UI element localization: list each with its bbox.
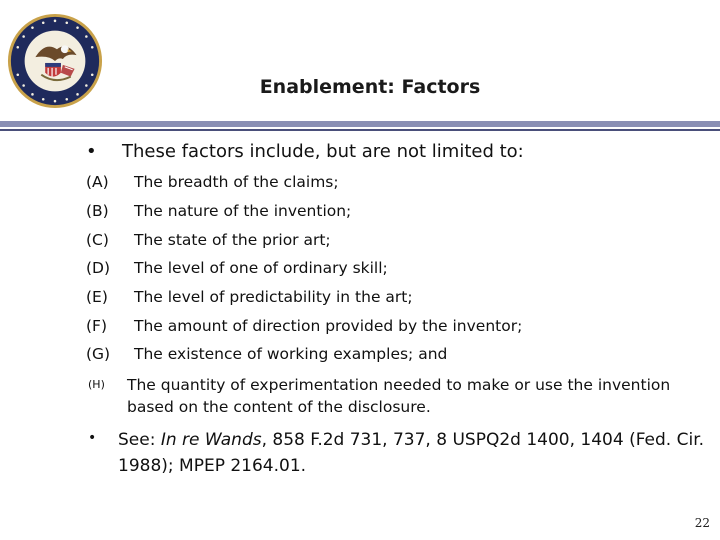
- intro-text: These factors include, but are not limited to:: [122, 141, 524, 162]
- factor-text: The quantity of experimentation needed to make or use the invention based on the content of the disclosure.: [127, 376, 671, 416]
- factor-text: The breadth of the claims;: [134, 173, 339, 191]
- uspto-seal-logo: [6, 12, 104, 110]
- factor-text: The amount of direction provided by the inventor;: [134, 317, 523, 335]
- factor-label: (A): [86, 173, 109, 191]
- factor-label: (C): [86, 231, 109, 249]
- factor-item: [86, 173, 339, 191]
- factor-label: (B): [86, 202, 109, 220]
- factor-text: The nature of the invention;: [134, 202, 352, 220]
- citation: [118, 427, 718, 479]
- page-number: 22: [694, 516, 710, 530]
- divider-line: [0, 129, 720, 131]
- citation-rest: , 858 F.2d 731, 737, 8 USPQ2d 1400, 1404 (Fed. Cir. 1988); MPEP 2164.01.: [118, 430, 705, 476]
- factor-item: [86, 259, 388, 277]
- slide-title: Enablement: Factors: [259, 76, 481, 98]
- factor-text: The existence of working examples; and: [134, 345, 448, 363]
- factor-label: (G): [86, 345, 111, 363]
- factor-label: (E): [86, 288, 108, 306]
- bullet-marker: •: [88, 430, 97, 446]
- factor-item: [86, 345, 447, 363]
- factor-label: (H): [88, 378, 105, 391]
- divider-band: [0, 121, 720, 127]
- factor-item: [86, 317, 522, 335]
- case-name: In re Wands: [160, 430, 262, 450]
- factor-item: [86, 231, 331, 249]
- factor-item: [86, 288, 413, 306]
- citation-prefix: See:: [118, 430, 161, 450]
- bullet-marker: •: [86, 141, 97, 162]
- factor-text: The level of one of ordinary skill;: [134, 259, 388, 277]
- factor-item: [86, 202, 351, 220]
- title-divider: [0, 121, 720, 133]
- factor-label: (F): [86, 317, 108, 335]
- factor-text: The state of the prior art;: [134, 231, 331, 249]
- factor-label: (D): [86, 259, 111, 277]
- factor-text: The level of predictability in the art;: [134, 288, 413, 306]
